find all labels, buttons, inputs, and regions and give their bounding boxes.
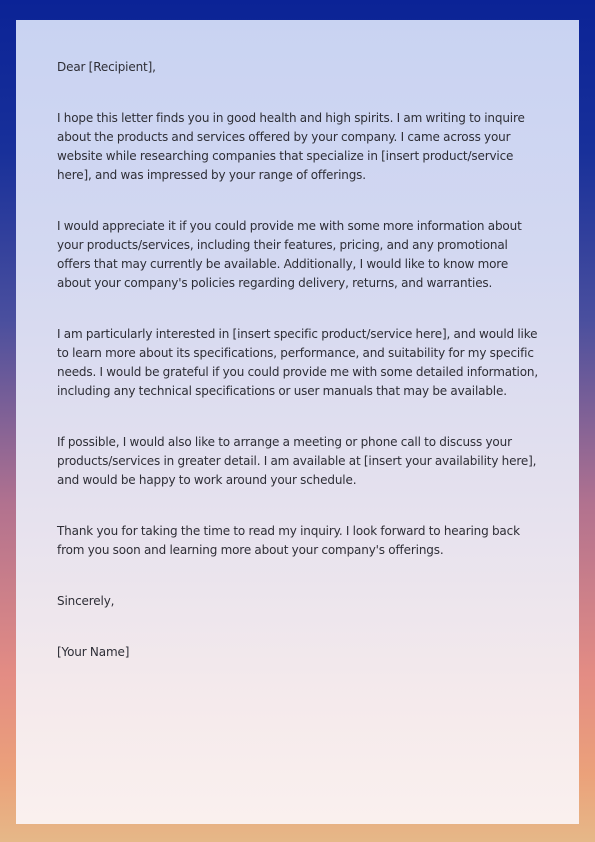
letter-salutation: Dear [Recipient], [57, 60, 156, 74]
letter-paragraph-5: Thank you for taking the time to read my inquiry. I look forward to hearing back from you soon and learning more about your company's offerings. [57, 524, 520, 557]
letter-paragraph-4: If possible, I would also like to arrange a meeting or phone call to discuss your products/services in greater detail. I am available at [insert your availability here], and would be happy to work around your schedule. [57, 435, 537, 487]
letter-closing: Sincerely, [57, 594, 115, 608]
letter-signature: [Your Name] [57, 645, 130, 659]
letter-paragraph-3: I am particularly interested in [insert specific product/service here], and would like to learn more about its specifications, performance, and suitability for my specific needs. I would be grateful if you could provide me with some detailed information, including any technical specifications or user manuals that may be available. [57, 327, 539, 398]
letter-paragraph-1: I hope this letter finds you in good health and high spirits. I am writing to inquire about the products and services offered by your company. I came across your website while researching companies that specialize in [insert product/service here], and was impressed by your range of offerings. [57, 111, 525, 182]
letter-paragraph-2: I would appreciate it if you could provide me with some more information about your products/services, including their features, pricing, and any promotional offers that may currently be available. Additionally, I would like to know more about your company's policies regarding delivery, returns, and warranties. [57, 219, 522, 290]
letter-body [57, 58, 539, 662]
letter-page [16, 20, 579, 824]
